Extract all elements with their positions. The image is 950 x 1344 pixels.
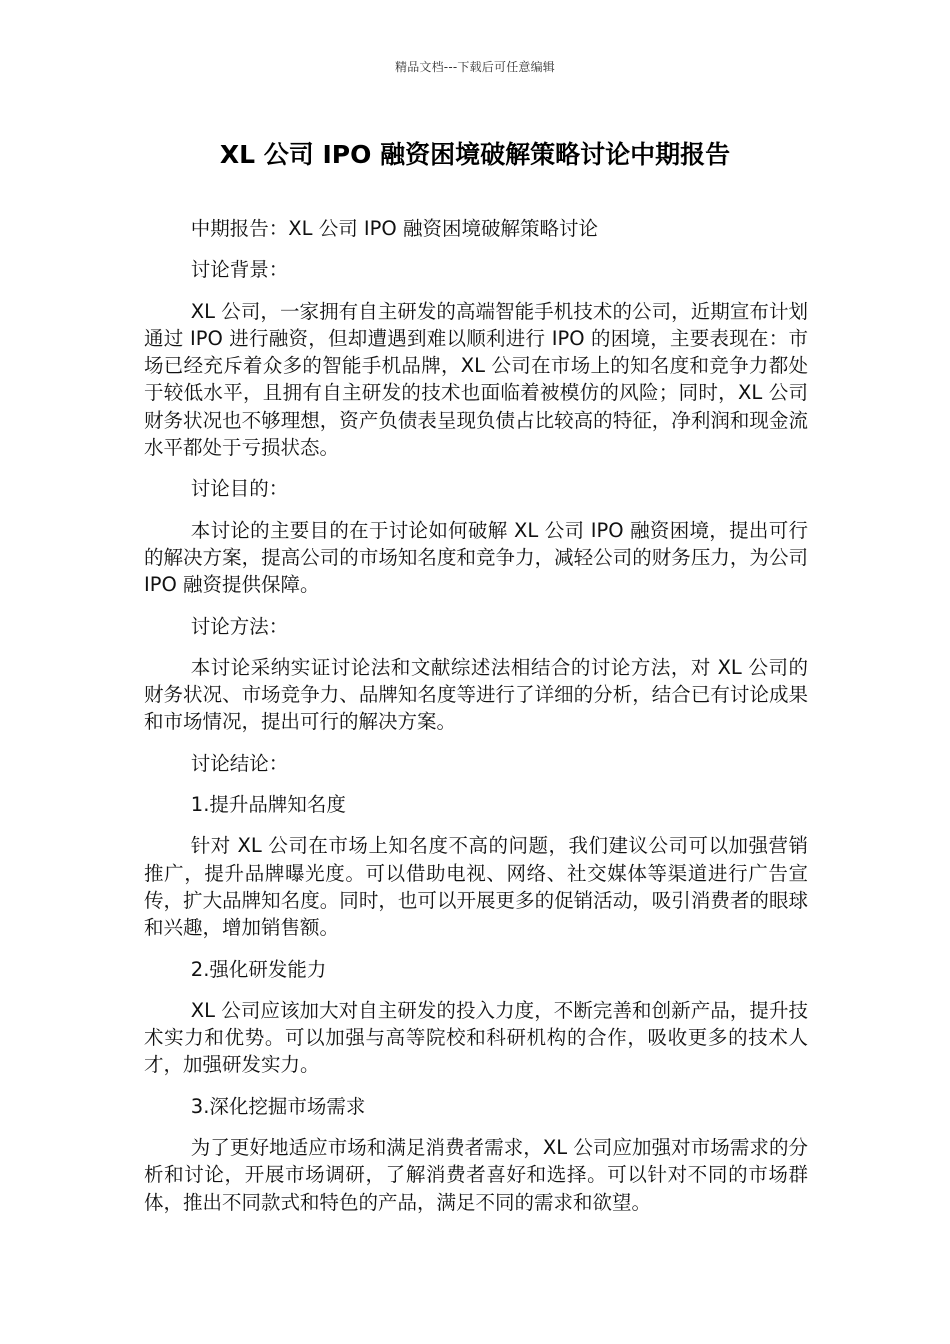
document-title: XL 公司 IPO 融资困境破解策略讨论中期报告 xyxy=(219,140,731,169)
subheading-rnd: 2.强化研发能力 xyxy=(190,957,327,981)
subheading-brand: 1.提升品牌知名度 xyxy=(190,793,346,817)
paragraph-brand: 针对 XL 公司在市场上知名度不高的问题，我们建议公司可以加强营销推广，提升品牌曝光度。可以借助电视、网络、社交媒体等渠道进行广告宣传，扩大品牌知名度。同时，也可以开展更多的促销活动，吸引消费者的眼球和兴趣，增加销售额。 xyxy=(144,834,808,940)
paragraph-method: 本讨论采纳实证讨论法和文献综述法相结合的讨论方法，对 XL 公司的财务状况、市场竞争力、品牌知名度等进行了详细的分析，结合已有讨论成果和市场情况，提出可行的解决方案。 xyxy=(144,655,808,734)
paragraph-purpose: 本讨论的主要目的在于讨论如何破解 XL 公司 IPO 融资困境，提出可行的解决方案，提高公司的市场知名度和竞争力，减轻公司的财务压力，为公司 IPO 融资提供保障。 xyxy=(144,518,808,597)
paragraph-market: 为了更好地适应市场和满足消费者需求，XL 公司应加强对市场需求的分析和讨论，开展市场调研，了解消费者喜好和选择。可以针对不同的市场群体，推出不同款式和特色的产品，满足不同的需求和欲望。 xyxy=(144,1136,808,1214)
document-body xyxy=(144,215,808,1230)
section-heading-method: 讨论方法： xyxy=(190,614,289,638)
page-header-note: 精品文档---下载后可任意编辑 xyxy=(395,60,555,74)
paragraph-rnd: XL 公司应该加大对自主研发的投入力度，不断完善和创新产品，提升技术实力和优势。可以加强与高等院校和科研机构的合作，吸收更多的技术人才，加强研发实力。 xyxy=(144,998,808,1077)
section-heading-background: 讨论背景： xyxy=(190,258,289,282)
section-heading-purpose: 讨论目的： xyxy=(190,477,289,501)
subheading-market: 3.深化挖掘市场需求 xyxy=(190,1094,366,1118)
paragraph-background: XL 公司，一家拥有自主研发的高端智能手机技术的公司，近期宣布计划通过 IPO 进行融资，但却遭遇到难以顺利进行 IPO 的困境，主要表现在：市场已经充斥着众多的智能手机品牌，XL 公司在市场上的知名度和竞争力都处于较低水平，且拥有自主研发的技术也面临着被模仿的风险；同时，XL 公司财务状况也不够理想，资产负债表呈现负债占比较高的特征，净利润和现金流水平都处于亏损状态。 xyxy=(144,299,808,460)
section-heading-conclusion: 讨论结论： xyxy=(190,751,289,775)
report-subtitle: 中期报告：XL 公司 IPO 融资困境破解策略讨论 xyxy=(190,217,598,240)
